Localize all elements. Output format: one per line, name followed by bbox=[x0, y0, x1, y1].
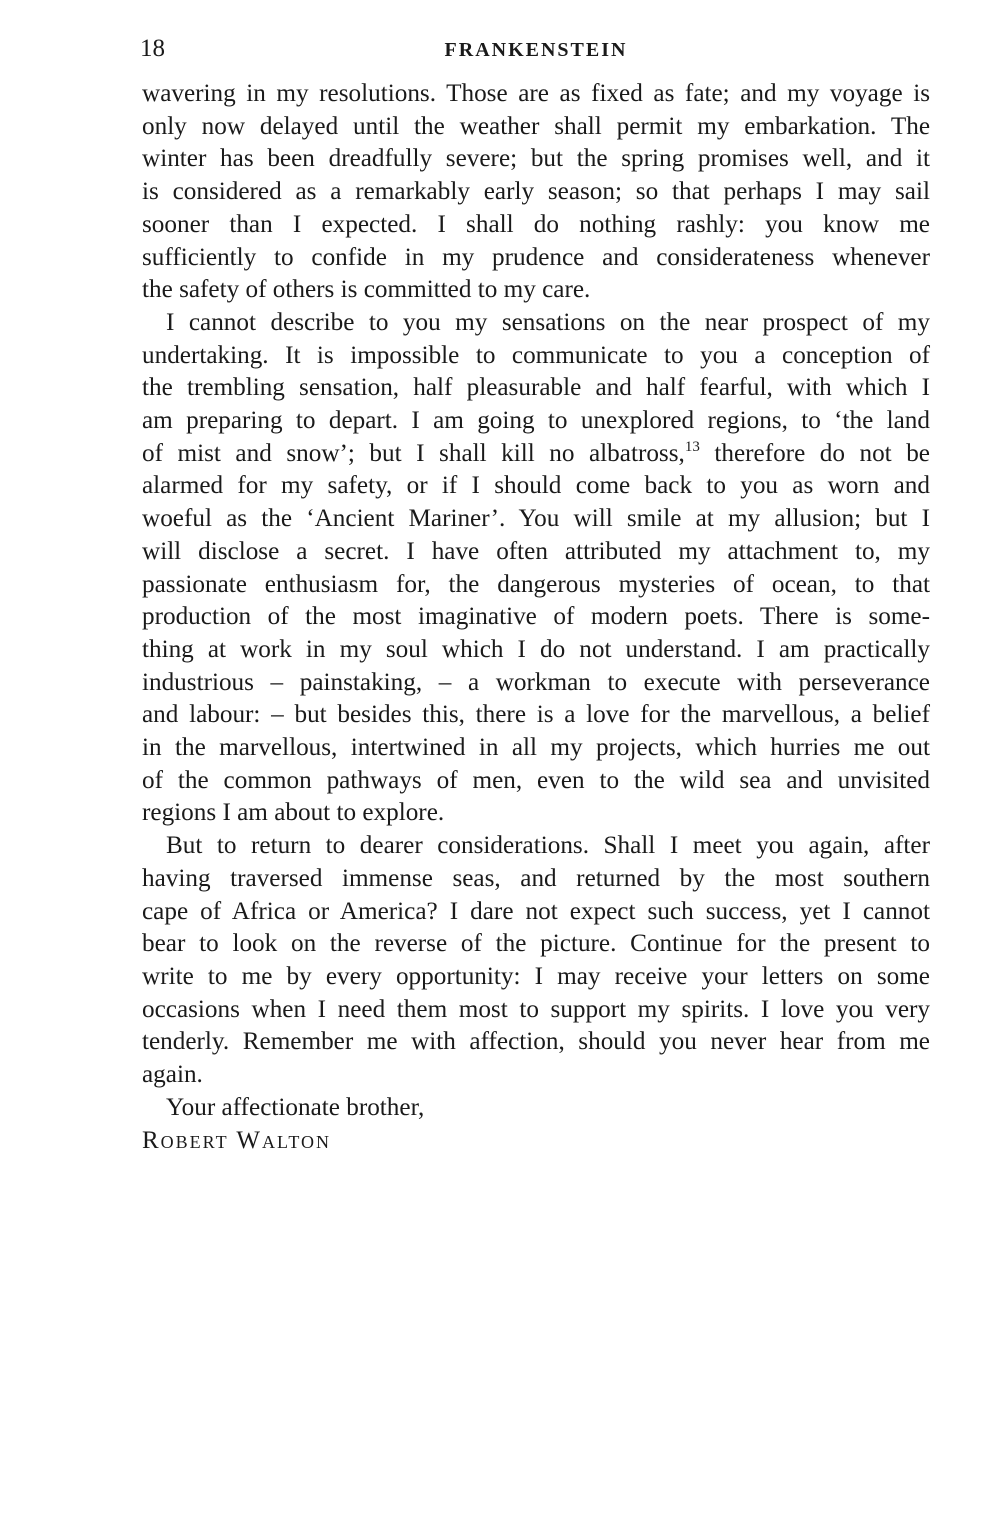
text-line: woeful as the ‘Ancient Mariner’. You will smile at my allusion; but I bbox=[142, 505, 930, 533]
letter-signature: Robert Walton bbox=[142, 1126, 331, 1154]
text-line-head: of mist and snow’; but I shall kill no albatross, bbox=[142, 439, 685, 467]
text-line: But to return to dearer considerations. Shall I meet you again, after bbox=[166, 832, 930, 860]
text-line: wavering in my resolutions. Those are as fixed as fate; and my voyage is bbox=[142, 80, 930, 107]
text-line-tail: therefore do not be bbox=[699, 439, 930, 467]
body-text bbox=[142, 78, 930, 1157]
text-line: industrious – painstaking, – a workman to execute with perseverance bbox=[142, 668, 930, 696]
text-line: having traversed immense seas, and returned by the most southern bbox=[142, 864, 930, 892]
page-number: 18 bbox=[140, 35, 165, 62]
text-line: the safety of others is committed to my care. bbox=[142, 276, 591, 304]
text-line: am preparing to depart. I am going to unexplored regions, to ‘the land bbox=[142, 407, 930, 435]
paragraph-2 bbox=[142, 307, 930, 830]
text-line: winter has been dreadfully severe; but the spring promises well, and it bbox=[142, 145, 930, 173]
text-line: I cannot describe to you my sensations on the near prospect of my bbox=[166, 308, 930, 336]
text-line: passionate enthusiasm for, the dangerous mysteries of ocean, to that bbox=[142, 570, 930, 598]
text-line: and labour: – but besides this, there is a love for the marvellous, a belief bbox=[142, 701, 930, 729]
running-title: FRANKENSTEIN bbox=[444, 39, 628, 61]
text-line: sufficiently to confide in my prudence and considerateness whenever bbox=[142, 243, 930, 271]
text-line: alarmed for my safety, or if I should come back to you as worn and bbox=[142, 472, 930, 500]
text-line: of the common pathways of men, even to the wild sea and unvisited bbox=[142, 766, 930, 794]
running-head bbox=[140, 32, 932, 68]
text-line: bear to look on the reverse of the picture. Continue for the present to bbox=[142, 930, 930, 958]
letter-closing: Your affectionate brother, bbox=[166, 1093, 425, 1121]
text-line: write to me by every opportunity: I may receive your letters on some bbox=[142, 962, 930, 990]
text-line: the trembling sensation, half pleasurable and half fearful, with which I bbox=[142, 374, 930, 402]
paragraph-1 bbox=[142, 78, 930, 307]
text-line: thing at work in my soul which I do not understand. I am practically bbox=[142, 635, 930, 663]
footnote-reference[interactable]: 13 bbox=[684, 438, 700, 455]
text-line: regions I am about to explore. bbox=[142, 799, 445, 827]
text-line: undertaking. It is impossible to communicate to you a conception of bbox=[142, 341, 930, 369]
text-line: only now delayed until the weather shall permit my embarkation. The bbox=[142, 112, 930, 140]
text-line: will disclose a secret. I have often attributed my attachment to, my bbox=[142, 537, 930, 565]
text-line: is considered as a remarkably early season; so that perhaps I may sail bbox=[142, 178, 930, 206]
text-line-with-footnote bbox=[142, 438, 930, 471]
text-line: production of the most imaginative of modern poets. There is some- bbox=[142, 603, 930, 631]
text-line: again. bbox=[142, 1061, 203, 1089]
text-line: in the marvellous, intertwined in all my projects, which hurries me out bbox=[142, 734, 930, 762]
text-line: tenderly. Remember me with affection, should you never hear from me bbox=[142, 1028, 930, 1056]
text-line: occasions when I need them most to support my spirits. I love you very bbox=[142, 995, 930, 1023]
paragraph-3 bbox=[142, 830, 930, 1092]
text-line: cape of Africa or America? I dare not expect such success, yet I cannot bbox=[142, 897, 930, 925]
text-line: sooner than I expected. I shall do nothing rashly: you know me bbox=[142, 210, 930, 238]
